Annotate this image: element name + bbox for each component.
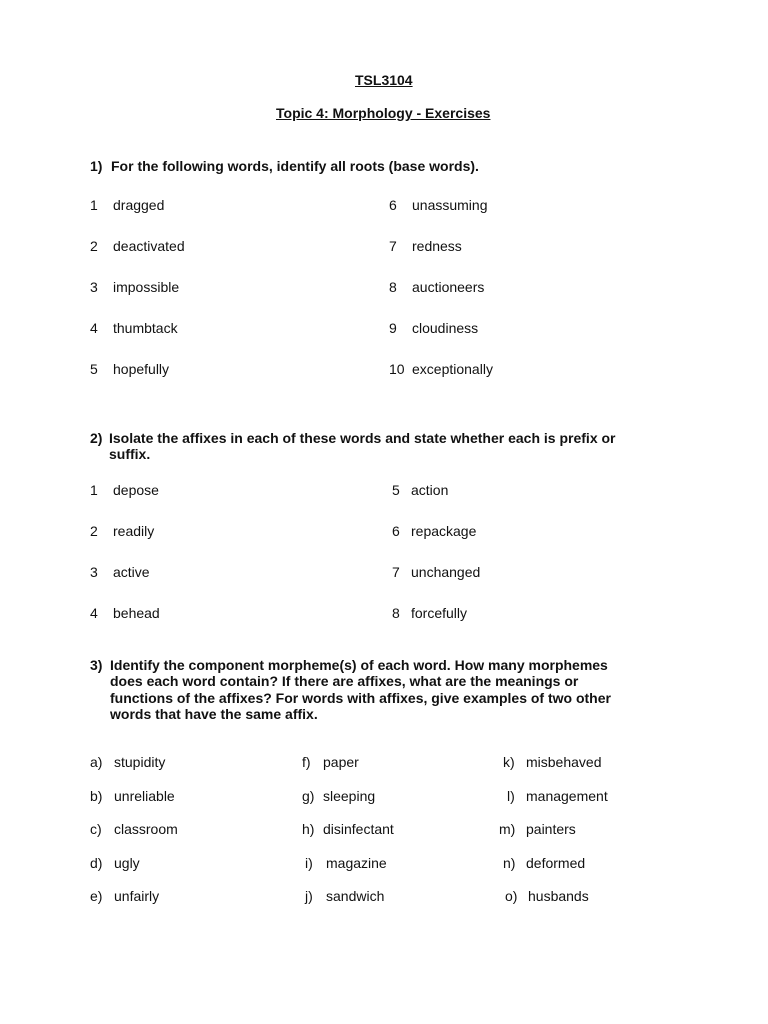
list-item-word: unchanged [411,564,481,580]
list-item-label: e) [90,888,103,904]
list-item-number: 6 [389,197,397,213]
list-item-number: 1 [90,482,98,498]
list-item-word: hopefully [113,361,170,377]
list-item-word: paper [323,754,359,770]
section3-number: 3) [90,657,103,673]
list-item-number: 2 [90,523,98,539]
list-item-label: i) [305,855,313,871]
list-item-word: unassuming [412,197,488,213]
section2-prompt-line1: Isolate the affixes in each of these words and state whether each is prefix or [109,430,616,446]
list-item-number: 2 [90,238,98,254]
list-item-word: active [113,564,150,580]
list-item-word: dragged [113,197,165,213]
list-item-label: l) [507,788,515,804]
list-item-number: 4 [90,605,98,621]
list-item-label: m) [499,821,516,837]
list-item-number: 7 [392,564,400,580]
list-item-word: unreliable [114,788,175,804]
list-item-word: sandwich [326,888,385,904]
section2-number: 2) [90,430,103,446]
list-item-number: 4 [90,320,98,336]
list-item-number: 9 [389,320,397,336]
list-item-word: misbehaved [526,754,602,770]
list-item-label: d) [90,855,103,871]
list-item-number: 10 [389,361,405,377]
course-code: TSL3104 [355,72,413,88]
list-item-word: redness [412,238,462,254]
list-item-word: depose [113,482,159,498]
list-item-label: k) [503,754,515,770]
section1-prompt: For the following words, identify all roots (base words). [111,158,479,174]
list-item-word: exceptionally [412,361,493,377]
list-item-word: forcefully [411,605,468,621]
list-item-word: thumbtack [113,320,178,336]
section2-prompt-line2: suffix. [109,446,151,462]
list-item-number: 1 [90,197,98,213]
list-item-number: 8 [389,279,397,295]
list-item-word: behead [113,605,160,621]
list-item-word: magazine [326,855,387,871]
list-item-number: 5 [392,482,400,498]
list-item-label: g) [302,788,315,804]
list-item-word: disinfectant [323,821,394,837]
list-item-word: sleeping [323,788,376,804]
list-item-label: a) [90,754,103,770]
list-item-word: action [411,482,449,498]
list-item-label: h) [302,821,315,837]
list-item-word: deformed [526,855,586,871]
list-item-word: repackage [411,523,477,539]
list-item-word: management [526,788,608,804]
list-item-number: 3 [90,279,98,295]
list-item-label: f) [302,754,311,770]
section3-prompt-line4: words that have the same affix. [110,706,318,722]
list-item-word: unfairly [114,888,160,904]
list-item-word: auctioneers [412,279,485,295]
list-item-word: painters [526,821,576,837]
list-item-word: readily [113,523,155,539]
list-item-word: cloudiness [412,320,479,336]
list-item-word: stupidity [114,754,166,770]
page-title: Topic 4: Morphology - Exercises [276,105,491,121]
list-item-label: o) [505,888,518,904]
list-item-number: 6 [392,523,400,539]
list-item-number: 8 [392,605,400,621]
list-item-word: ugly [114,855,140,871]
section1-number: 1) [90,158,103,174]
list-item-number: 5 [90,361,98,377]
section3-prompt-line2: does each word contain? If there are affixes, what are the meanings or [110,673,579,689]
list-item-number: 7 [389,238,397,254]
list-item-label: c) [90,821,102,837]
list-item-number: 3 [90,564,98,580]
list-item-label: b) [90,788,103,804]
list-item-word: impossible [113,279,180,295]
section3-prompt-line1: Identify the component morpheme(s) of each word. How many morphemes [110,657,608,673]
list-item-label: n) [503,855,516,871]
list-item-word: deactivated [113,238,185,254]
list-item-word: classroom [114,821,178,837]
list-item-word: husbands [528,888,589,904]
list-item-label: j) [305,888,313,904]
section3-prompt-line3: functions of the affixes? For words with affixes, give examples of two other [110,690,611,706]
